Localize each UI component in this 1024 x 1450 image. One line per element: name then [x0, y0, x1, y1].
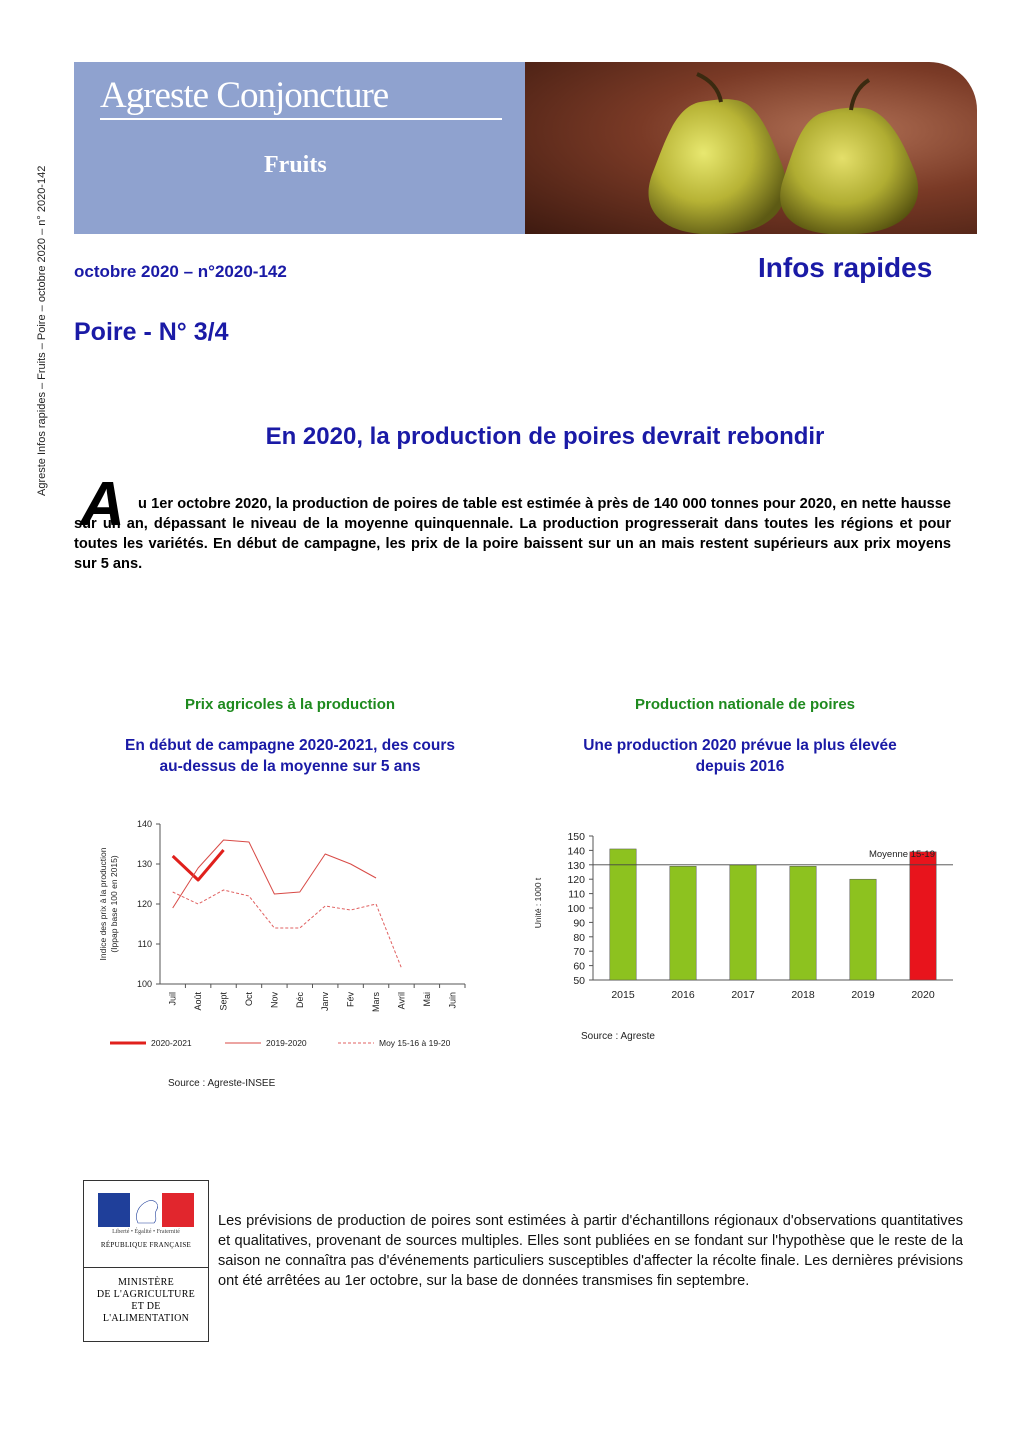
- x-tick-label: Juin: [447, 992, 458, 1009]
- ministry-line-4: L'ALIMENTATION: [102, 1313, 190, 1324]
- drop-cap: A: [80, 470, 125, 539]
- x-tick-label: Sept: [218, 992, 229, 1011]
- y-tick-label: 110: [137, 939, 152, 949]
- y-tick-label: 80: [573, 931, 585, 944]
- y-tick-label: 140: [136, 819, 152, 829]
- price-chart-source: Source : Agreste-INSEE: [168, 1078, 276, 1089]
- bar-2019: [850, 879, 876, 980]
- price-chart-title-line1: En début de campagne 2020-2021, des cours: [125, 737, 455, 754]
- y-tick-label: 130: [567, 859, 585, 872]
- production-chart-title: [530, 735, 950, 777]
- y-tick-label: 100: [567, 903, 585, 915]
- production-chart-source: Source : Agreste: [581, 1031, 655, 1042]
- x-tick-label: Janv: [320, 992, 331, 1012]
- ministry-name: [88, 1277, 204, 1325]
- pears-illustration: [525, 62, 977, 234]
- x-tick-label: 2017: [731, 989, 755, 1001]
- price-index-line-chart: [80, 812, 500, 1062]
- x-tick-label: 2020: [911, 989, 935, 1001]
- production-chart-title-line1: Une production 2020 prévue la plus élevée: [583, 737, 897, 754]
- bar-2015: [610, 849, 636, 980]
- average-reference-label: Moyenne 15-19: [868, 848, 935, 860]
- price-chart-title: [80, 735, 500, 777]
- series-line-moy-15-16-19-20: [173, 890, 402, 968]
- x-tick-label: Août: [193, 992, 204, 1011]
- y-axis-title-line1: Indice des prix à la production: [98, 847, 108, 961]
- pears-photo: [525, 62, 977, 234]
- ministry-logo: [83, 1180, 209, 1342]
- y-tick-label: 110: [568, 888, 585, 901]
- legend-label: Moy 15-16 à 19-20: [379, 1038, 451, 1048]
- logo-divider: [84, 1267, 208, 1268]
- bar-2017: [730, 865, 756, 980]
- republic-motto: Liberté • Égalité • Fraternité: [112, 1229, 180, 1235]
- x-tick-label: 2016: [671, 989, 695, 1001]
- lead-paragraph: [74, 494, 951, 574]
- y-tick-label: 70: [573, 946, 585, 959]
- banner-title-panel: [74, 62, 525, 234]
- x-tick-label: Nov: [269, 992, 280, 1009]
- y-tick-label: 90: [573, 917, 585, 930]
- ministry-line-1: MINISTÈRE: [117, 1277, 175, 1288]
- x-tick-label: 2019: [851, 989, 875, 1001]
- y-tick-label: 120: [567, 874, 585, 887]
- republic-name: RÉPUBLIQUE FRANÇAISE: [100, 1241, 192, 1249]
- y-tick-label: 100: [136, 979, 152, 989]
- y-tick-label: 150: [567, 831, 585, 843]
- title-underline: [100, 118, 502, 120]
- marianne-flag-icon: [98, 1193, 194, 1227]
- ministry-line-3: ET DE: [131, 1301, 161, 1312]
- y-tick-label: 130: [136, 859, 152, 869]
- production-bar-chart: [525, 826, 955, 1011]
- ministry-line-2: DE L'AGRICULTURE: [96, 1289, 196, 1300]
- product-issue-title: Poire - N° 3/4: [74, 318, 229, 346]
- series-line-2020-2021: [173, 850, 224, 880]
- x-tick-label: Juil: [167, 992, 178, 1006]
- headline: En 2020, la production de poires devrait rebondir: [265, 423, 825, 450]
- y-tick-label: 60: [573, 960, 585, 973]
- x-tick-label: Mars: [371, 992, 382, 1012]
- y-axis-title-line2: (Ippap base 100 en 2015): [109, 855, 119, 953]
- x-tick-label: Mai: [421, 992, 432, 1007]
- x-tick-label: Fév: [345, 992, 356, 1008]
- methodology-note: Les prévisions de production de poires sont estimées à partir d'échantillons régionaux d'observations quantitatives et qualitatives, provenant de sources multiples. Elles sont publiées en se fondant sur l'hypothèse que le reste de la saison ne connaîtra pas d'événements particuliers susceptibles d'affecter la récolte finale. Les dernières prévisions ont été arrêtées au 1er octobre, sur la base de données transmises fin septembre.: [218, 1213, 963, 1289]
- y-tick-label: 50: [573, 975, 585, 987]
- x-tick-label: 2018: [791, 989, 815, 1001]
- x-tick-label: Déc: [294, 992, 305, 1009]
- legend-label: 2020-2021: [151, 1038, 192, 1048]
- side-running-header: Agreste Infos rapides – Fruits – Poire – octobre 2020 – n° 2020-142: [36, 165, 48, 496]
- price-chart-title-line2: au-dessus de la moyenne sur 5 ans: [159, 758, 421, 775]
- y-axis-unit: Unité : 1000 t: [533, 877, 543, 929]
- bar-2020: [910, 852, 936, 980]
- x-tick-label: 2015: [611, 989, 635, 1001]
- series-label: Infos rapides: [758, 252, 933, 283]
- price-chart-category: Prix agricoles à la production: [184, 696, 396, 713]
- y-tick-label: 120: [136, 899, 152, 909]
- issue-date-number: octobre 2020 – n°2020-142: [74, 262, 287, 281]
- y-tick-label: 140: [567, 845, 585, 858]
- x-tick-label: Oct: [243, 992, 254, 1007]
- publication-title: Agreste Conjoncture: [100, 75, 389, 116]
- legend-label: 2019-2020: [266, 1038, 307, 1048]
- publication-section: Fruits: [264, 152, 327, 178]
- header-banner: [74, 62, 977, 234]
- x-tick-label: Avril: [396, 992, 407, 1010]
- production-chart-category: Production nationale de poires: [634, 696, 856, 713]
- bar-2016: [670, 866, 696, 980]
- lead-text: u 1er octobre 2020, la production de poires de table est estimée à près de 140 000 tonnes pour 2020, en nette hausse sur un an, dépassant le niveau de la moyenne quinquennale. La production progresserait dans toutes les régions et pour toutes les variétés. En début de campagne, les prix de la poire baissent sur un an mais restent supérieurs aux prix moyens sur 5 ans.: [74, 496, 951, 572]
- bar-2018: [790, 866, 816, 980]
- production-chart-title-line2: depuis 2016: [695, 758, 785, 775]
